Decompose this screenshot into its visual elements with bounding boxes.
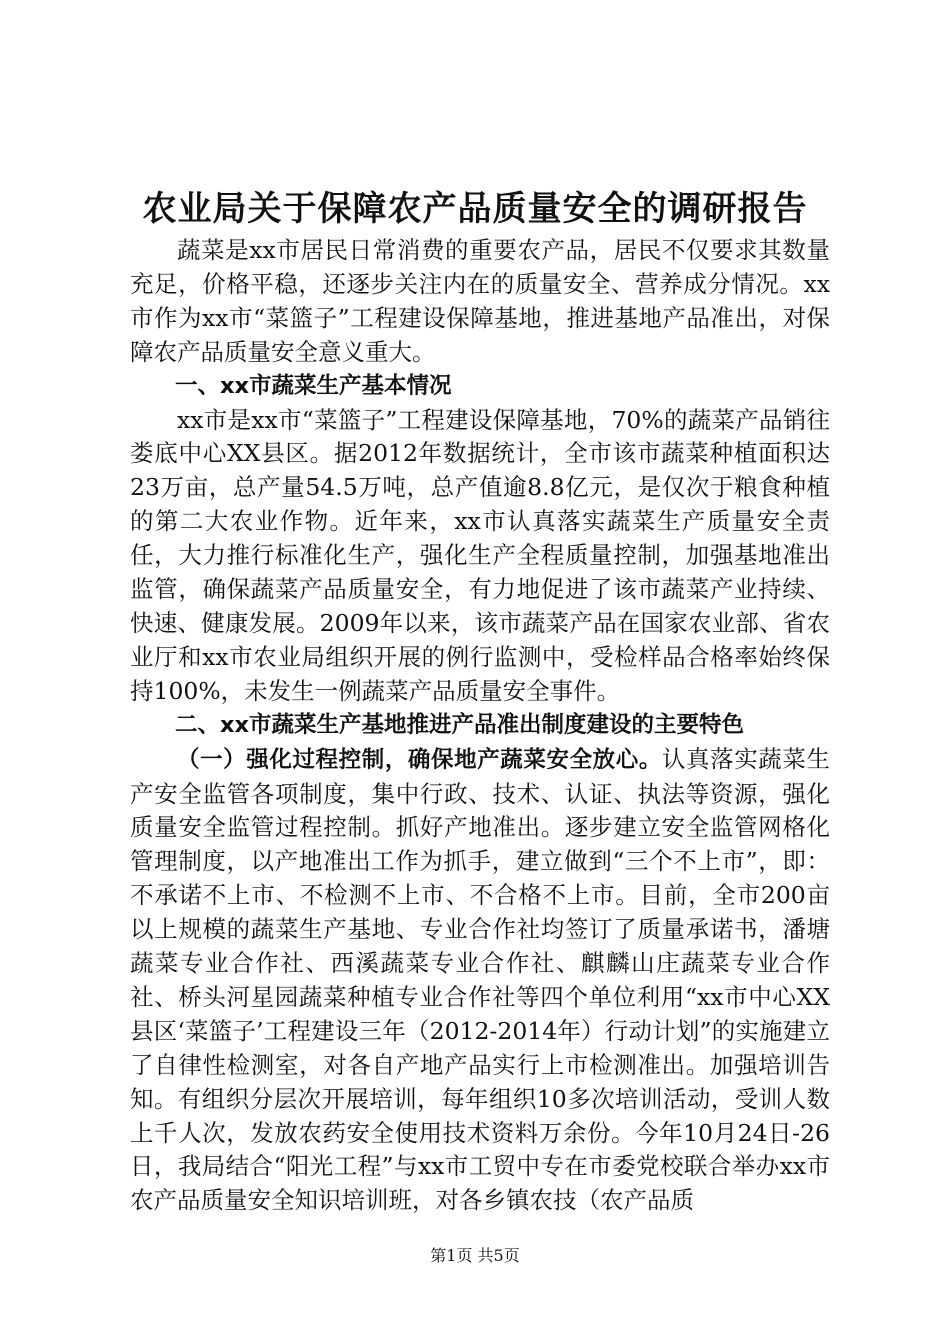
section2-heading: 二、xx市蔬菜生产基地推进产品准出制度建设的主要特色 — [175, 711, 745, 738]
section2-sub1-text: 认真落实蔬菜生产安全监管各项制度，集中行政、技术、认证、执法等资源，强化质量安全监管过程控制。抓好产地准出。逐步建立安全监管网格化管理制度，以产地准出工作为抓手，建立做到“三个不上市”，即：不承诺不上市、不检测不上市、不合格不上市。目前，全市200亩以上规模的蔬菜生产基地、专业合作社均签订了质量承诺书，潘塘蔬菜专业合作社、西溪蔬菜专业合作社、麒麟山庄蔬菜专业合作社、桥头河星园蔬菜种植专业合作社等四个单位利用“xx市中心XX县区‘菜篮子’工程建设三年（2012-2014年）行动计划”的实施建立了自律性检测室，对各自产地产品实行上市检测准出。加强培训告知。有组织分层次开展培训，每年组织10多次培训活动，受训人数上千人次，发放农药安全使用技术资料万余份。今年10月24日-26日，我局结合“阳光工程”与xx市工贸中专在市委党校联合举办xx市农产品质量安全知识培训班，对各乡镇农技（农产品质 — [130, 744, 830, 1215]
section2-sub1-lead: （一）强化过程控制，确保地产蔬菜安全放心。 — [177, 746, 662, 773]
intro-paragraph: 蔬菜是xx市居民日常消费的重要农产品，居民不仅要求其数量充足，价格平稳，还逐步关注内在的质量安全、营养成分情况。xx市作为xx市“菜篮子”工程建设保障基地，推进基地产品准出，对保障农产品质量安全意义重大。 — [130, 236, 830, 366]
page-footer: 第1页 共5页 — [430, 1246, 520, 1265]
section1-heading: 一、xx市蔬菜生产基本情况 — [175, 372, 452, 399]
section1-paragraph: xx市是xx市“菜篮子”工程建设保障基地，70%的蔬菜产品销往娄底中心XX县区。据2012年数据统计，全市该市蔬菜种植面积达23万亩，总产量54.5万吨，总产值逾8.8亿元，是仅次于粮食种植的第二大农业作物。近年来，xx市认真落实蔬菜生产质量安全责任，大力推行标准化生产，强化生产全程质量控制，加强基地准出监管，确保蔬菜产品质量安全，有力地促进了该市蔬菜产业持续、快速、健康发展。2009年以来，该市蔬菜产品在国家农业部、省农业厅和xx市农业局组织开展的例行监测中，受检样品合格率始终保持100%，未发生一例蔬菜产品质量安全事件。 — [130, 405, 830, 705]
document-title: 农业局关于保障农产品质量安全的调研报告 — [142, 189, 808, 229]
document-body — [130, 234, 830, 1218]
section2-sub1-paragraph — [130, 743, 830, 1219]
